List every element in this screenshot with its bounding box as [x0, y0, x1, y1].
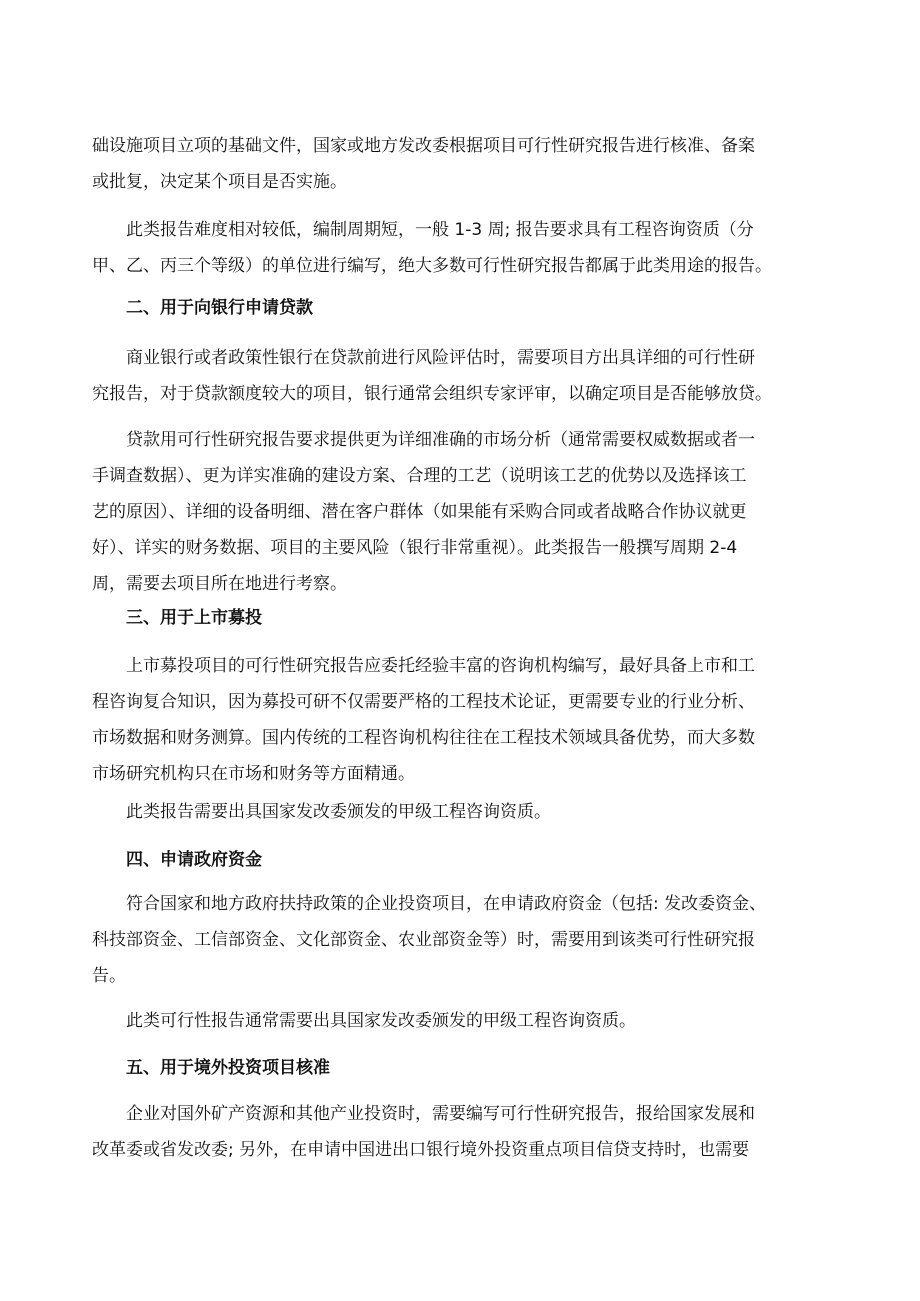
text-line: 手调查数据）、更为详实准确的建设方案、合理的工艺（说明该工艺的优势以及选择该工 [92, 466, 747, 486]
text-line: 上市募投项目的可行性研究报告应委托经验丰富的咨询机构编写，最好具备上市和工 [92, 656, 755, 676]
paragraph [92, 212, 822, 284]
text-line: 此类报告难度相对较低，编制周期短，一般 1-3 周; 报告要求具有工程咨询资质（分 [92, 220, 754, 240]
text-line: 改革委或省发改委; 另外，在申请中国进出口银行境外投资重点项目信贷支持时，也需要 [92, 1140, 750, 1160]
text-line: 符合国家和地方政府扶持政策的企业投资项目，在申请政府资金（包括: 发改委资金、 [92, 894, 767, 914]
paragraph [92, 794, 822, 830]
text-line: 甲、乙、丙三个等级）的单位进行编写，绝大多数可行性研究报告都属于此类用途的报告。 [92, 256, 772, 276]
section-heading [92, 1050, 822, 1086]
heading-text: 三、用于上市募投 [92, 608, 262, 628]
heading-text: 五、用于境外投资项目核准 [92, 1058, 330, 1078]
heading-text: 二、用于向银行申请贷款 [92, 298, 313, 318]
section-heading [92, 600, 822, 636]
text-line: 贷款用可行性研究报告要求提供更为详细准确的市场分析（通常需要权威数据或者一 [92, 430, 755, 450]
text-line: 此类可行性报告通常需要出具国家发改委颁发的甲级工程咨询资质。 [92, 1011, 636, 1031]
text-line: 础设施项目立项的基础文件，国家或地方发改委根据项目可行性研究报告进行核准、备案 [92, 136, 755, 156]
text-line: 科技部资金、工信部资金、文化部资金、农业部资金等）时，需要用到该类可行性研究报 [92, 930, 755, 950]
text-line: 企业对国外矿产资源和其他产业投资时，需要编写可行性研究报告，报给国家发展和 [92, 1104, 755, 1124]
text-line: 或批复，决定某个项目是否实施。 [92, 172, 347, 192]
text-line: 告。 [92, 966, 126, 986]
text-line: 商业银行或者政策性银行在贷款前进行风险评估时，需要项目方出具详细的可行性研 [92, 348, 755, 368]
text-line: 周，需要去项目所在地进行考察。 [92, 574, 347, 594]
text-line: 市场数据和财务测算。国内传统的工程咨询机构往往在工程技术领域具备优势，而大多数 [92, 728, 755, 748]
paragraph [92, 648, 822, 792]
section-heading [92, 842, 822, 878]
paragraph [92, 886, 822, 994]
text-line: 此类报告需要出具国家发改委颁发的甲级工程咨询资质。 [92, 802, 551, 822]
paragraph [92, 422, 822, 602]
paragraph [92, 340, 822, 412]
text-line: 市场研究机构只在市场和财务等方面精通。 [92, 764, 415, 784]
paragraph [92, 128, 822, 200]
text-line: 艺的原因）、详细的设备明细、潜在客户群体（如果能有采购合同或者战略合作协议就更 [92, 502, 747, 522]
paragraph [92, 1096, 822, 1168]
text-line: 程咨询复合知识，因为募投可研不仅需要严格的工程技术论证，更需要专业的行业分析、 [92, 692, 755, 712]
section-heading [92, 290, 822, 326]
text-line: 好）、详实的财务数据、项目的主要风险（银行非常重视）。此类报告一般撰写周期 2-4 [92, 538, 738, 558]
text-line: 究报告，对于贷款额度较大的项目，银行通常会组织专家评审，以确定项目是否能够放贷。 [92, 384, 772, 404]
paragraph [92, 1003, 822, 1039]
heading-text: 四、申请政府资金 [92, 850, 262, 870]
